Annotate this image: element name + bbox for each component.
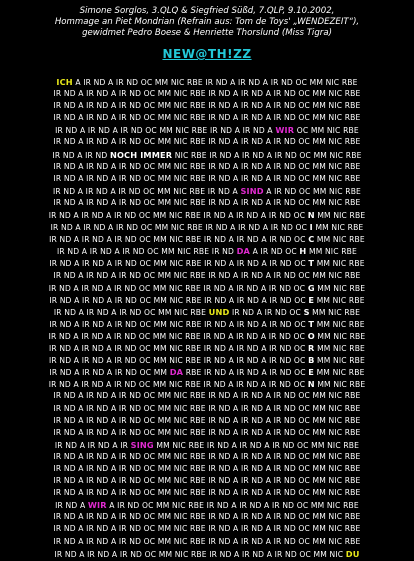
poem-line xyxy=(0,88,414,100)
poem-filler-text: IR ND A IR ND A IR xyxy=(54,440,131,450)
poem-line xyxy=(0,318,414,330)
poem-filler-text: IR ND A IR ND A IR ND OC MM NIC RBE IR ND A IR ND A IR ND OC xyxy=(48,331,308,341)
poem-filler-text: IR ND A IR ND A IR ND OC MM NIC RBE IR ND A IR ND A IR ND OC MM NIC RBE xyxy=(53,488,361,498)
credits-line-2: Hommage an Piet Mondrian (Refrain aus: Tom de Toys' „WENDEZEIT“), xyxy=(54,17,360,27)
poem-filler-text: IR ND A IR ND A IR ND OC MM NIC RBE IR ND xyxy=(57,247,237,257)
poem-line xyxy=(0,463,414,475)
poem-highlight-word: DU xyxy=(345,548,360,559)
poem-line xyxy=(0,536,414,548)
poem-filler-text: IR ND A IR ND A IR ND OC MM NIC RBE IR ND A IR ND A IR ND OC xyxy=(48,211,308,221)
poem-line xyxy=(0,548,414,560)
poem-filler-text: IR ND A IR ND A IR ND OC MM NIC RBE IR ND A xyxy=(53,186,241,196)
poem-filler-text: MM NIC RBE xyxy=(314,295,365,305)
poem-filler-text: IR ND A IR ND A IR ND OC MM NIC RBE IR ND A IR ND A IR ND OC xyxy=(48,344,309,354)
poem-filler-text: IR ND A IR ND A IR ND OC MM NIC RBE IR ND A IR ND A IR ND OC xyxy=(49,259,309,269)
poem-filler-text: IR ND A IR ND A IR ND OC MM NIC RBE xyxy=(53,307,209,317)
poem-filler-text: IR ND A IR ND A IR ND OC MM NIC RBE IR ND A IR ND A IR ND OC MM NIC RBE xyxy=(53,89,361,99)
poem-filler-text: IR ND A IR ND A IR ND OC MM NIC RBE IR ND A IR ND A IR ND OC MM NIC RBE xyxy=(53,270,361,280)
poem-line xyxy=(0,378,414,390)
poem-filler-text: MM NIC RBE xyxy=(309,307,361,317)
poem-line xyxy=(0,245,414,257)
poem-highlight-word: E xyxy=(308,294,315,305)
poem-highlight-word: N xyxy=(307,379,315,390)
poem-filler-text: MM NIC RBE xyxy=(314,283,366,293)
poem-line xyxy=(0,306,414,318)
poem-line xyxy=(0,499,414,511)
poem-filler-text: IR ND A IR ND A IR ND OC MM NIC RBE IR ND A IR ND A IR ND OC MM NIC RBE xyxy=(53,524,361,534)
poem-highlight-word: I xyxy=(309,222,313,233)
poem-line xyxy=(0,149,414,161)
poem-highlight-word: H xyxy=(299,246,307,257)
poem-filler-text: IR ND A IR ND A IR ND OC MM NIC RBE IR ND A IR ND A IR ND OC MM NIC RBE xyxy=(53,197,361,207)
poem-filler-text: IR ND A xyxy=(55,501,88,511)
poem-filler-text: IR ND A IR ND A IR ND OC MM NIC RBE IR ND A IR ND A IR ND OC xyxy=(49,235,309,245)
poem-line xyxy=(0,294,414,306)
poem-filler-text: RBE IR ND A IR ND A IR ND OC xyxy=(183,368,309,378)
poem-filler-text: MM NIC RBE xyxy=(306,247,357,257)
poem-filler-text: MM NIC RBE IR ND A IR ND A IR ND OC MM NIC RBE xyxy=(153,440,360,450)
poem-filler-text: IR ND A IR ND A IR ND OC MM NIC RBE IR ND A IR ND A xyxy=(55,126,276,136)
poem-filler-text: IR ND A IR ND A IR ND OC MM NIC RBE IR ND A IR ND A IR ND OC MM NIC RBE xyxy=(53,161,361,171)
poem-filler-text: IR ND A IR ND A IR ND OC MM NIC RBE IR ND A IR ND A IR ND OC MM NIC RBE xyxy=(53,427,361,437)
poem-filler-text: MM NIC RBE xyxy=(314,331,366,341)
poem-highlight-word: SIND xyxy=(240,185,264,196)
poem-filler-text: OC MM NIC RBE xyxy=(294,126,359,136)
poem-highlight-word: O xyxy=(307,330,315,341)
poem-filler-text: IR ND A IR ND A IR ND OC MM NIC RBE IR ND A IR ND A IR ND OC MM NIC RBE xyxy=(53,512,361,522)
poem-highlight-word: DA xyxy=(236,246,251,257)
poem-line xyxy=(0,233,414,245)
poem-filler-text: MM NIC RBE xyxy=(314,319,365,329)
poem-filler-text: MM NIC RBE xyxy=(314,380,366,390)
credits-line-1: Simone Sorglos, 3.QLQ & Siegfried Süßd, 7.QLP, 9.10.2002, xyxy=(79,6,335,16)
poem-line xyxy=(0,209,414,221)
poem-line xyxy=(0,403,414,415)
poem-highlight-word: NOCH IMMER xyxy=(109,149,173,160)
poem-filler-text: IR ND A IR ND xyxy=(52,150,110,160)
poem-filler-text: IR ND A IR ND A IR ND OC MM NIC RBE IR ND A IR ND A IR ND OC MM NIC RBE xyxy=(53,403,361,413)
poem-filler-text: IR ND A IR ND A IR ND OC MM NIC RBE IR ND A IR ND A IR ND OC xyxy=(48,283,308,293)
poem-highlight-word: T xyxy=(308,258,315,269)
poem-filler-text: IR ND A IR ND A IR ND OC MM NIC RBE IR ND A IR ND A IR ND OC MM NIC RBE xyxy=(53,391,361,401)
poem-highlight-word: B xyxy=(308,355,315,366)
poem-line xyxy=(0,76,414,88)
poem-highlight-word: S xyxy=(303,306,310,317)
poem-filler-text: IR ND A IR ND A IR ND OC MM NIC RBE IR ND A IR ND A IR ND OC MM NIC RBE xyxy=(53,415,361,425)
poem-highlight-word: T xyxy=(308,318,315,329)
poem-highlight-word: UND xyxy=(208,306,230,317)
poem-line xyxy=(0,136,414,148)
poem-line xyxy=(0,221,414,233)
poem-line xyxy=(0,270,414,282)
poem-filler-text: MM NIC RBE xyxy=(314,356,365,366)
poem-highlight-word: G xyxy=(307,282,315,293)
poem-line xyxy=(0,197,414,209)
poem-highlight-word: E xyxy=(308,367,315,378)
poem-filler-text: A IR ND OC MM NIC RBE xyxy=(263,186,361,196)
poem-filler-text: IR ND A IR ND A IR ND OC MM NIC RBE IR ND A IR ND A IR ND OC MM NIC xyxy=(54,549,346,559)
poem-highlight-word: SING xyxy=(130,439,154,450)
poem-line xyxy=(0,366,414,378)
poem-line xyxy=(0,451,414,463)
credits-line-3: gewidmet Pedro Boese & Henriette Thorslund (Miss Tigra) xyxy=(82,28,332,38)
poem-filler-text: IR ND A IR ND A IR ND OC MM NIC RBE IR ND A IR ND A IR ND OC MM NIC RBE xyxy=(53,536,361,546)
poem-line xyxy=(0,112,414,124)
poem-line xyxy=(0,523,414,535)
poem-line xyxy=(0,330,414,342)
poem-line xyxy=(0,427,414,439)
poem-filler-text: IR ND A IR ND OC xyxy=(229,307,304,317)
poem-filler-text: IR ND A IR ND A IR ND OC MM NIC RBE IR ND A IR ND A IR ND OC xyxy=(49,356,309,366)
poem-filler-text: IR ND A IR ND A IR ND OC MM NIC RBE IR ND A IR ND A IR ND OC MM NIC RBE xyxy=(53,451,361,461)
poem-filler-text: IR ND A IR ND A IR ND OC MM NIC RBE IR ND A IR ND A IR ND OC MM NIC RBE xyxy=(53,113,361,123)
poem-filler-text: A IR ND OC MM NIC RBE IR ND A IR ND A IR ND OC MM NIC RBE xyxy=(106,501,359,511)
poem-highlight-word: WIR xyxy=(87,500,107,511)
poem-line xyxy=(0,475,414,487)
poem-line xyxy=(0,342,414,354)
poem-line xyxy=(0,415,414,427)
poem-filler-text: A IR ND A IR ND OC MM NIC RBE IR ND A IR ND A IR ND OC MM NIC RBE xyxy=(72,78,358,87)
poem-filler-text: MM NIC RBE xyxy=(314,259,365,269)
poem-filler-text: IR ND A IR ND A IR ND OC MM NIC RBE IR ND A IR ND A IR ND OC MM NIC RBE xyxy=(53,101,361,111)
poem-filler-text: IR ND A IR ND A IR ND OC MM NIC RBE IR ND A IR ND A IR ND OC MM NIC RBE xyxy=(53,137,361,147)
title-container xyxy=(0,43,414,62)
poem-filler-text: MM NIC RBE xyxy=(314,211,366,221)
poem-filler-text: MM NIC RBE xyxy=(314,235,365,245)
poem-filler-text: IR ND A IR ND A IR ND OC MM NIC RBE IR ND A IR ND A IR ND OC MM NIC RBE xyxy=(53,173,361,183)
poem-line xyxy=(0,487,414,499)
poem-filler-text: IR ND A IR ND A IR ND OC MM NIC RBE IR ND A IR ND A IR ND OC MM NIC RBE xyxy=(53,464,361,473)
poem-highlight-word: WIR xyxy=(275,125,295,136)
poem-filler-text: IR ND A IR ND A IR ND OC MM xyxy=(49,368,170,378)
poem-line xyxy=(0,439,414,451)
poem-line xyxy=(0,161,414,173)
poem-line xyxy=(0,354,414,366)
poem-line xyxy=(0,282,414,294)
poem-filler-text: IR ND A IR ND A IR ND OC MM NIC RBE IR ND A IR ND A IR ND OC xyxy=(50,223,310,233)
credits xyxy=(0,6,414,39)
poem-highlight-word: C xyxy=(308,234,315,245)
poem-line xyxy=(0,100,414,112)
poem-line xyxy=(0,173,414,185)
poem-line xyxy=(0,390,414,402)
poem-filler-text: A IR ND OC xyxy=(250,247,300,257)
poem-highlight-word: R xyxy=(308,343,315,354)
poem-highlight-word: DA xyxy=(169,367,184,378)
poem-line xyxy=(0,511,414,523)
concrete-poem xyxy=(0,76,414,560)
poem-line xyxy=(0,124,414,136)
poem-highlight-word: ICH xyxy=(56,77,73,87)
title-link[interactable]: NEW@TH!ZZ xyxy=(162,47,252,61)
poem-filler-text: IR ND A IR ND A IR ND OC MM NIC RBE IR ND A IR ND A IR ND OC xyxy=(48,380,308,390)
poem-highlight-word: N xyxy=(307,210,315,221)
poem-filler-text: IR ND A IR ND A IR ND OC MM NIC RBE IR ND A IR ND A IR ND OC xyxy=(49,295,309,305)
poem-filler-text: MM NIC RBE xyxy=(314,344,366,354)
poem-filler-text: MM NIC RBE xyxy=(314,368,365,378)
poem-line xyxy=(0,185,414,197)
poem-filler-text: NIC RBE IR ND A IR ND A IR ND OC MM NIC RBE xyxy=(172,150,362,160)
poem-filler-text: IR ND A IR ND A IR ND OC MM NIC RBE IR ND A IR ND A IR ND OC xyxy=(49,319,309,329)
poem-filler-text: IR ND A IR ND A IR ND OC MM NIC RBE IR ND A IR ND A IR ND OC MM NIC RBE xyxy=(53,476,361,486)
poem-line xyxy=(0,257,414,269)
poem-filler-text: MM NIC RBE xyxy=(312,223,364,233)
